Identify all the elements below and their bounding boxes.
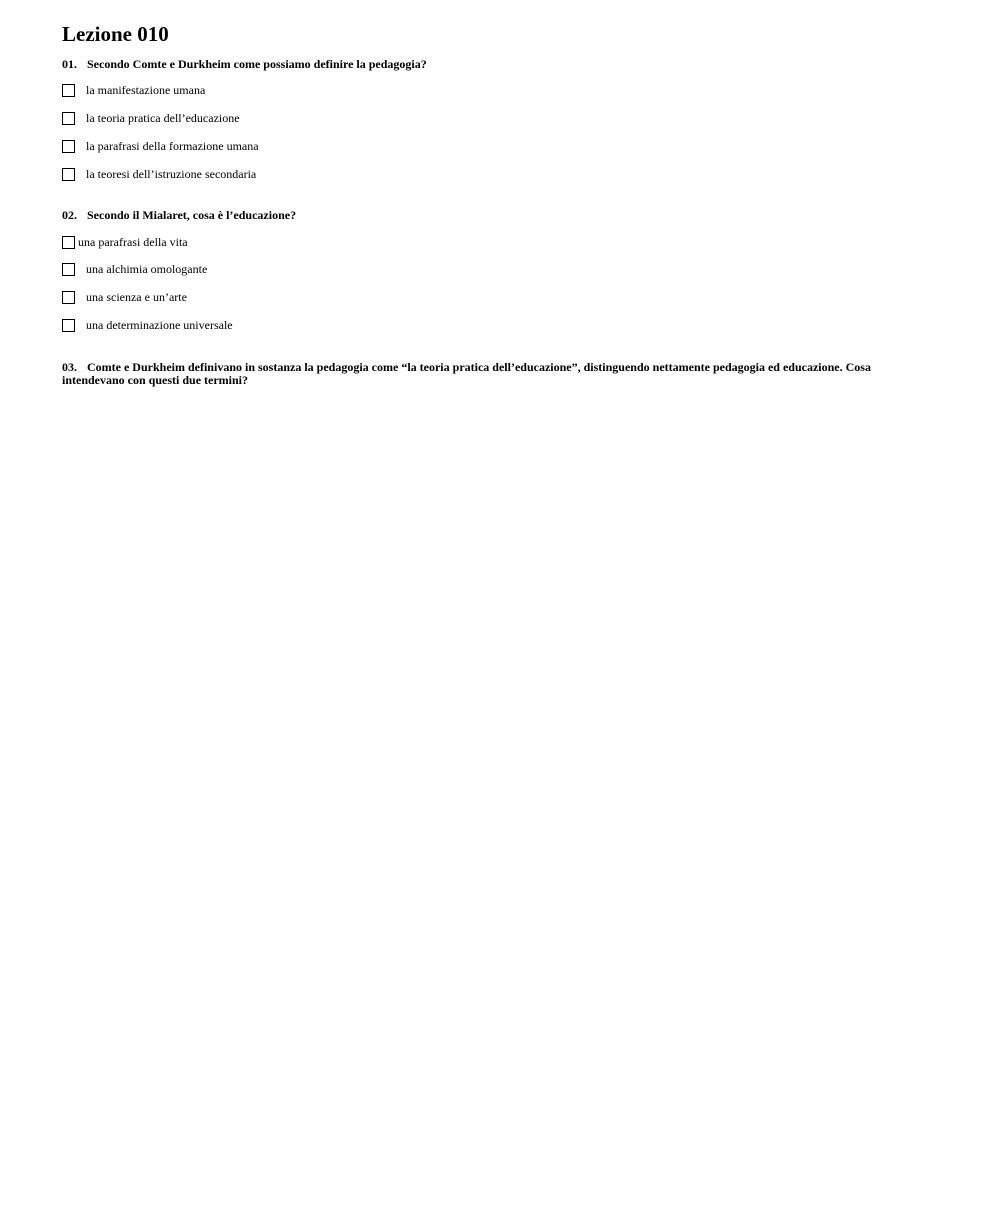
question-02-option-2[interactable] <box>62 261 207 277</box>
question-01-number: 01. <box>62 57 77 71</box>
question-03-text <box>62 361 932 387</box>
checkbox[interactable] <box>62 112 75 125</box>
question-02-number: 02. <box>62 208 77 222</box>
option-label: la manifestazione umana <box>86 82 206 97</box>
question-03-number: 03. <box>62 360 77 374</box>
option-label: la teoresi dell’istruzione secondaria <box>86 166 257 181</box>
option-label: una scienza e un’arte <box>86 289 187 304</box>
option-label: la parafrasi della formazione umana <box>86 138 259 153</box>
question-02-option-1[interactable] <box>62 234 188 250</box>
question-01-option-3[interactable] <box>62 138 259 154</box>
question-01-prompt: Secondo Comte e Durkheim come possiamo definire la pedagogia? <box>87 57 427 71</box>
option-label: una alchimia omologante <box>86 261 208 276</box>
question-02-option-4[interactable] <box>62 317 233 333</box>
question-01-option-2[interactable] <box>62 110 240 126</box>
option-label: una determinazione universale <box>86 317 233 332</box>
question-01-text <box>62 58 932 71</box>
question-02-option-3[interactable] <box>62 289 187 305</box>
checkbox[interactable] <box>62 291 75 304</box>
checkbox[interactable] <box>62 236 75 249</box>
question-02-text <box>62 209 932 222</box>
checkbox[interactable] <box>62 140 75 153</box>
question-01-option-1[interactable] <box>62 82 205 98</box>
question-03 <box>62 361 932 387</box>
question-03-prompt: Comte e Durkheim definivano in sostanza la pedagogia come “la teoria pratica dell’educazione”, distinguendo nettamente pedagogia ed educazione. Cosa intendevano con questi due termini? <box>62 360 871 387</box>
question-01 <box>62 58 932 71</box>
question-02-prompt: Secondo il Mialaret, cosa è l’educazione? <box>87 208 297 222</box>
page-title: Lezione 010 <box>62 22 169 46</box>
option-label: una parafrasi della vita <box>78 234 188 249</box>
option-label: la teoria pratica dell’educazione <box>86 110 240 125</box>
question-01-option-4[interactable] <box>62 166 256 182</box>
checkbox[interactable] <box>62 263 75 276</box>
checkbox[interactable] <box>62 84 75 97</box>
checkbox[interactable] <box>62 319 75 332</box>
checkbox[interactable] <box>62 168 75 181</box>
question-02 <box>62 209 932 222</box>
